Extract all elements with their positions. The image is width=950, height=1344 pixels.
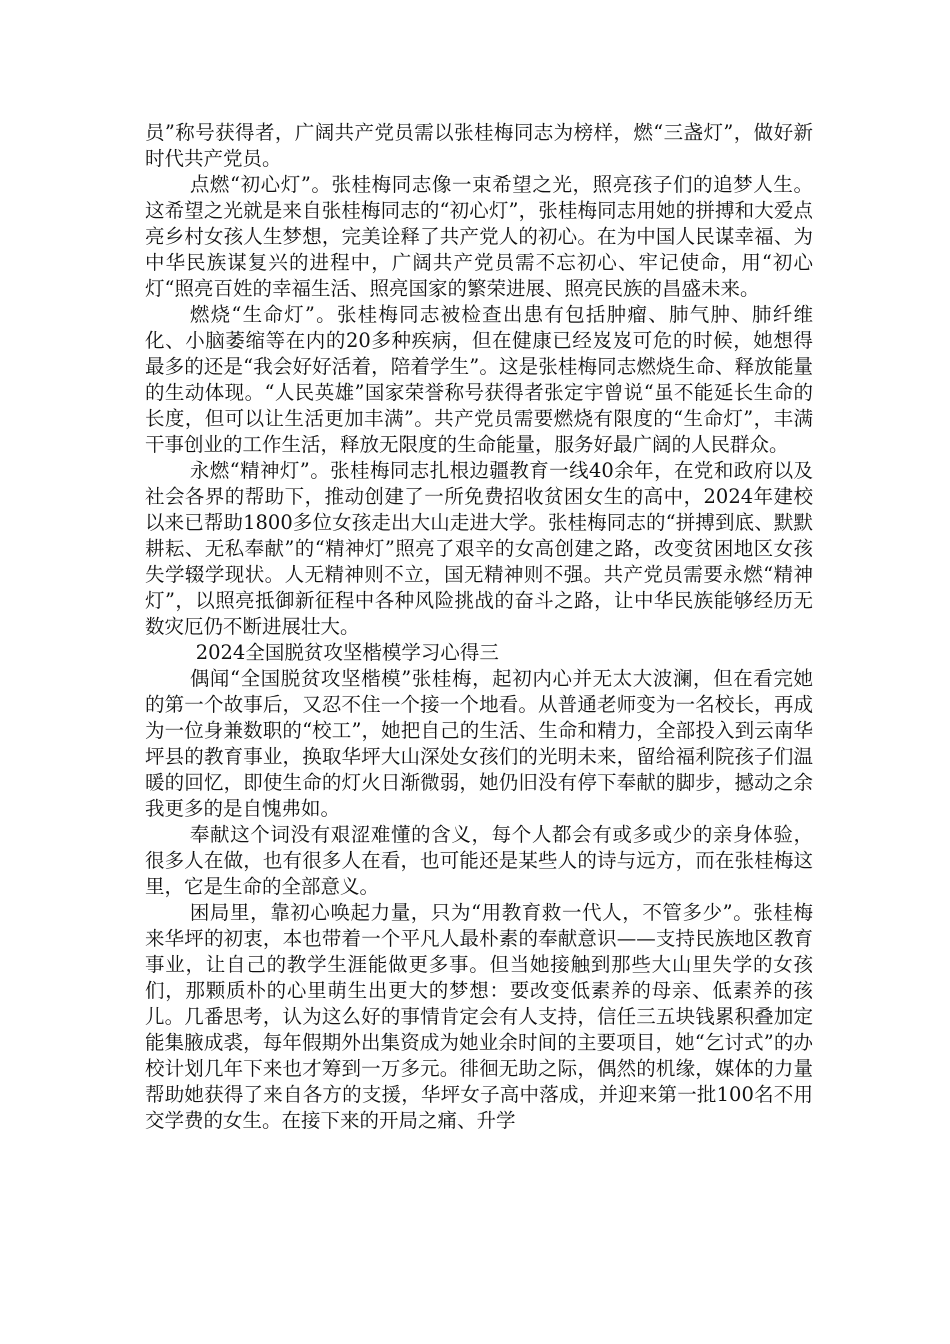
paragraph-chuxin-lamp: 点燃“初心灯”。张桂梅同志像一束希望之光，照亮孩子们的追梦人生。这希望之光就是来自张桂梅同志的“初心灯”，张桂梅同志用她的拼搏和大爱点亮乡村女孩人生梦想，完美诠释了共产党人的初心。在为中国人民谋幸福、为中华民族谋复兴的进程中，广阔共产党员需不忘初心、牢记使命，用“初心灯“照亮百姓的幸福生活、照亮国家的繁荣进展、照亮民族的昌盛未来。 (145, 173, 813, 300)
paragraph-dedication: 奉献这个词没有艰涩难懂的含义，每个人都会有或多或少的亲身体验，很多人在做，也有很多人在看，也可能还是某些人的诗与远方，而在张桂梅这里，它是生命的全部意义。 (145, 823, 813, 898)
paragraph-shengming-lamp: 燃烧“生命灯”。张桂梅同志被检查出患有包括肿瘤、肺气肿、肺纤维化、小脑萎缩等在内的20多种疾病，但在健康已经岌岌可危的时候，她想得最多的还是“我会好好活着，陪着学生”。这是张桂梅同志燃烧生命、释放能量的生动体现。“人民英雄”国家荣誉称号获得者张定宇曾说“虽不能延长生命的长度，但可以让生活更加丰满”。共产党员需要燃烧有限度的“生命灯”，丰满干事创业的工作生活，释放无限度的生命能量，服务好最广阔的人民群众。 (145, 303, 813, 456)
paragraph-jingshen-lamp: 永燃“精神灯”。张桂梅同志扎根边疆教育一线40余年，在党和政府以及社会各界的帮助下，推动创建了一所免费招收贫困女生的高中，2024年建校以来已帮助1800多位女孩走出大山走进大学。张桂梅同志的“拼搏到底、默默耕耘、无私奉献”的“精神灯”照亮了艰辛的女高创建之路，改变贫困地区女孩失学辍学现状。人无精神则不立，国无精神则不强。共产党员需要永燃“精神灯”，以照亮抵御新征程中各种风险挑战的奋斗之路，让中华民族能够经历无数灾厄仍不断进展壮大。 (145, 459, 813, 638)
paragraph-dilemma: 困局里，靠初心唤起力量，只为“用教育救一代人，不管多少”。张桂梅来华坪的初衷，本也带着一个平凡人最朴素的奉献意识——支持民族地区教育事业，让自己的教学生涯能做更多事。但当她接触到那些大山里失学的女孩们，那颗质朴的心里萌生出更大的梦想：要改变低素养的母亲、低素养的孩儿。几番思考，认为这么好的事情肯定会有人支持，信任三五块钱累积叠加定能集腋成裘，每年假期外出集资成为她业余时间的主要项目，她“乞讨式”的办校计划几年下来也才筹到一万多元。徘徊无助之际，偶然的机缘，媒体的力量帮助她获得了来自各方的支援，华坪女子高中落成，并迎来第一批100名不用交学费的女生。在接下来的开局之痛、升学 (145, 901, 813, 1132)
paragraph-intro: 偶闻“全国脱贫攻坚楷模”张桂梅，起初内心并无太大波澜，但在看完她的第一个故事后，又忍不住一个接一个地看。从普通老师变为一名校长，再成为一位身兼数职的“校工”，她把自己的生活、生命和精力，全部投入到云南华坪县的教育事业，换取华坪大山深处女孩们的光明未来，留给福利院孩子们温暖的回忆，即使生命的灯火日渐微弱，她仍旧没有停下奉献的脚步，撼动之余我更多的是自愧弗如。 (145, 667, 813, 820)
section-heading: 2024全国脱贫攻坚楷模学习心得三 (195, 641, 499, 664)
paragraph-continuation: 员”称号获得者，广阔共产党员需以张桂梅同志为榜样，燃“三盏灯”，做好新时代共产党员。 (145, 121, 813, 170)
document-body (145, 120, 813, 1134)
